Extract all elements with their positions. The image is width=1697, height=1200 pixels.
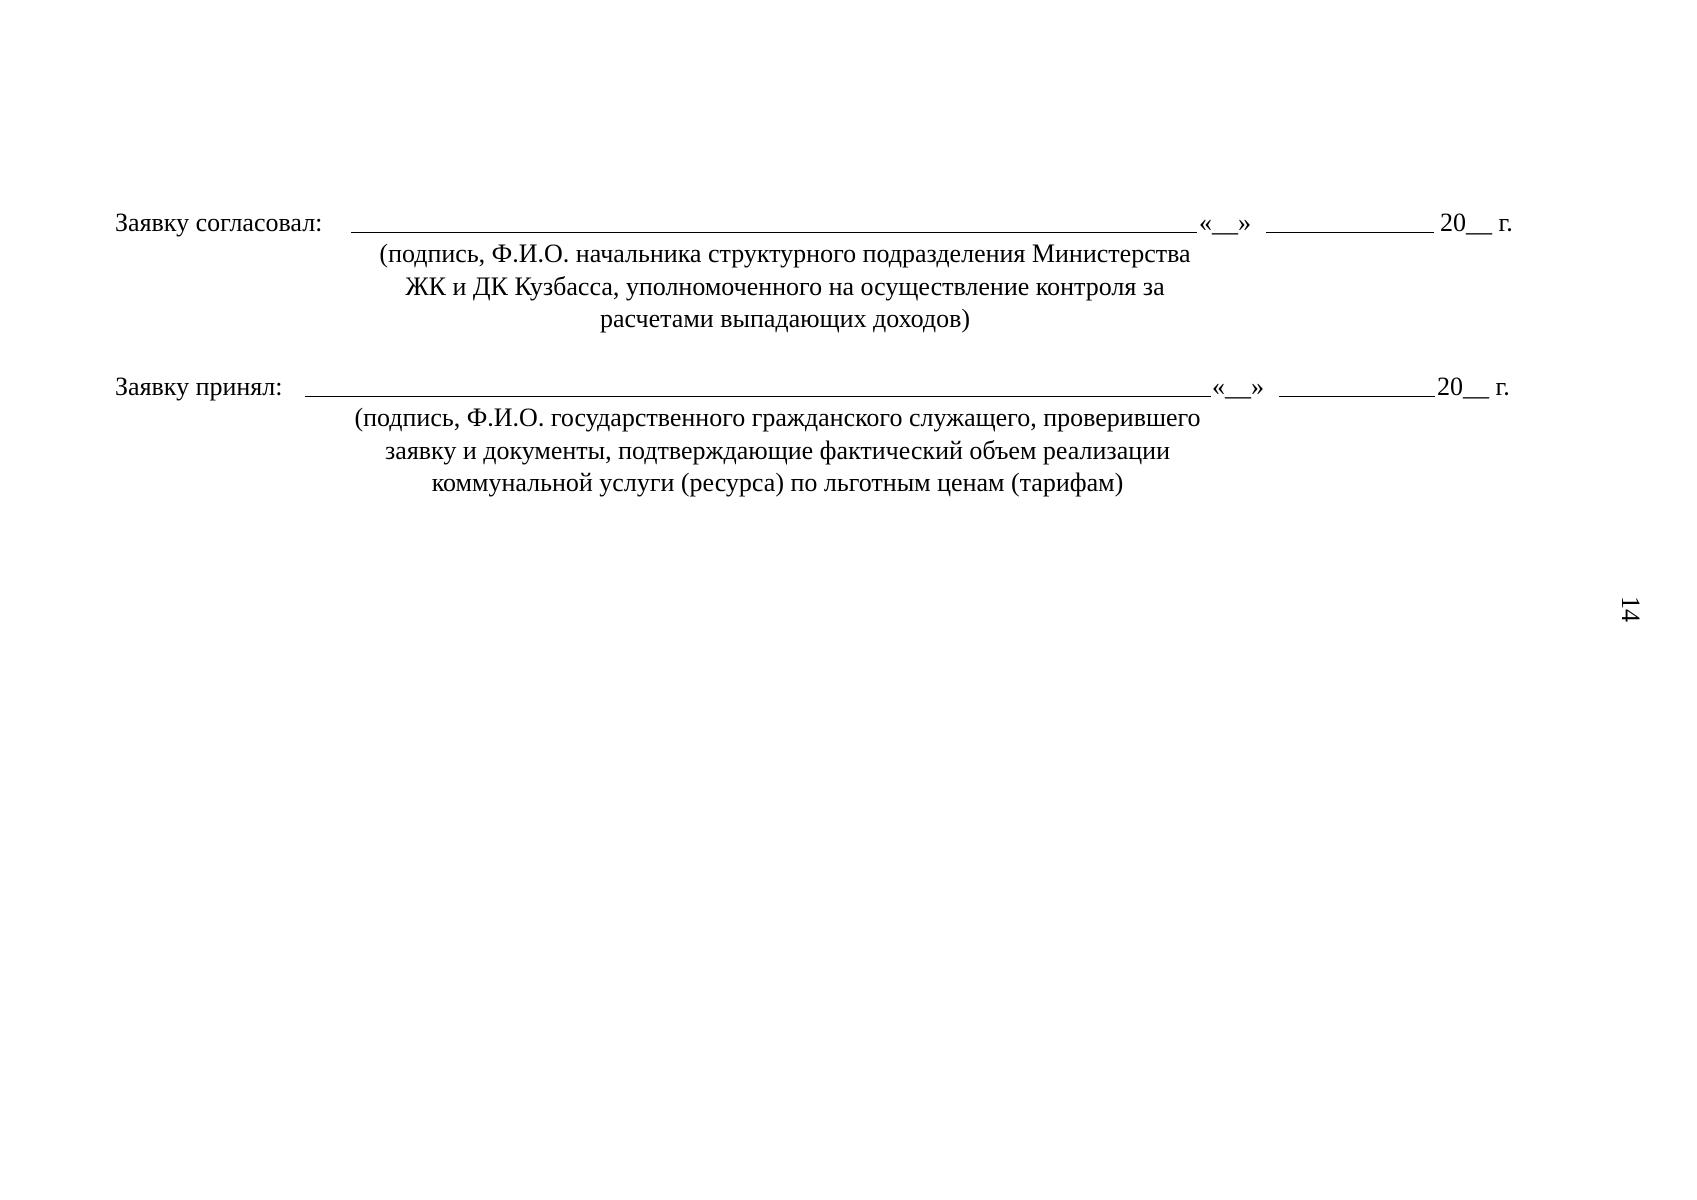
approval-caption-line: расчетами выпадающих доходов) <box>599 304 971 333</box>
acceptance-month-line <box>1279 396 1435 397</box>
approval-year: 20__ г. <box>1440 208 1513 237</box>
acceptance-caption-line: (подпись, Ф.И.О. государственного гражданского служащего, проверившего <box>354 403 1201 432</box>
approval-caption <box>335 238 1235 336</box>
acceptance-caption-line: коммунальной услуги (ресурса) по льготным ценам (тарифам) <box>431 468 1124 497</box>
acceptance-day-field: «__» <box>1212 372 1264 401</box>
acceptance-signature-line <box>305 396 1211 397</box>
approval-caption-line: ЖК и ДК Кузбасса, уполномоченного на осуществление контроля за <box>405 271 1165 301</box>
acceptance-caption <box>300 402 1255 500</box>
approval-day-field: «__» <box>1199 208 1251 237</box>
acceptance-signature-row <box>115 372 1535 402</box>
acceptance-caption-line: заявку и документы, подтверждающие фактический объем реализации <box>385 435 1170 465</box>
acceptance-label: Заявку принял: <box>115 372 283 401</box>
acceptance-year: 20__ г. <box>1437 372 1510 401</box>
approval-label: Заявку согласовал: <box>115 208 323 237</box>
approval-month-line <box>1266 232 1434 233</box>
approval-signature-row <box>115 208 1535 238</box>
approval-caption-line: (подпись, Ф.И.О. начальника структурного подразделения Министерства <box>379 239 1191 268</box>
approval-signature-line <box>351 232 1197 233</box>
page-number: 14 <box>1616 596 1645 622</box>
